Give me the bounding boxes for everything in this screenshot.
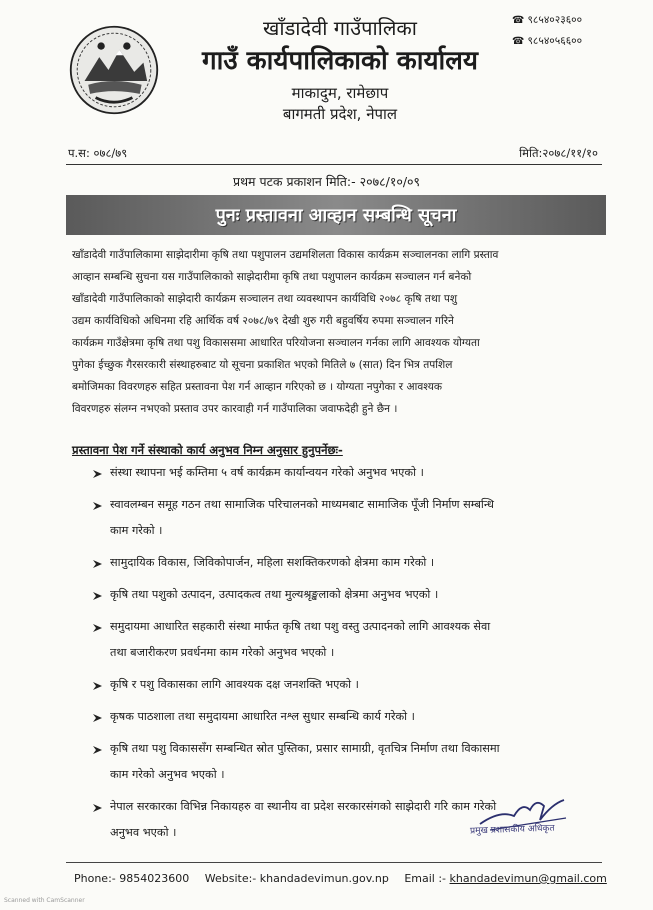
requirement-text: संस्था स्थापना भई कम्तिमा ५ वर्ष कार्यक्रम कार्यान्वयन गरेको अनुभव भएको । <box>110 466 424 479</box>
arrow-bullet-icon <box>92 623 103 633</box>
body-line: बमोजिमका विवरणहरु सहित प्रस्तावना पेश गर्न आव्हान गरिएको छ । योग्यता नपुगेका र आवश्यक <box>72 381 442 393</box>
body-line: विवरणहरु संलग्न नभएको प्रस्ताव उपर कारवाही गर्न गाउँपालिका जवाफदेही हुने छैन । <box>72 403 398 415</box>
requirement-item <box>90 460 610 486</box>
nepal-emblem-icon <box>68 24 160 116</box>
requirement-text: अनुभव भएको । <box>110 826 177 839</box>
requirements-title: प्रस्तावना पेश गर्ने संस्थाको कार्य अनुभव निम्न अनुसार हुनुपर्नेछः- <box>72 443 343 457</box>
requirement-text: कृषि तथा पशुको उत्पादन, उत्पादकत्व तथा मुल्यश्रृङ्खलाको क्षेत्रमा अनुभव भएको । <box>110 588 439 601</box>
reference-row <box>68 146 598 161</box>
phone-icon: ☎ <box>512 15 525 26</box>
scanner-watermark: Scanned with CamScanner <box>4 897 85 904</box>
notice-title: पुनः प्रस्तावना आव्हान सम्बन्धि सूचना <box>215 205 457 226</box>
requirement-item <box>90 614 610 666</box>
requirement-text: स्वावलम्बन समूह गठन तथा सामाजिक परिचालनको माध्यमबाट सामाजिक पूँजी निर्माण सम्बन्धि <box>110 498 494 511</box>
requirement-text: नेपाल सरकारका विभिन्न निकायहरु वा स्थानीय वा प्रदेश सरकारसंगको साझेदारी गरि काम गरेको <box>110 800 497 813</box>
requirement-text: सामुदायिक विकास, जिविकोपार्जन, महिला सशक्तिकरणको क्षेत्रमा काम गरेको । <box>110 556 435 569</box>
footer-divider <box>66 862 602 863</box>
body-line: पुगेका ईच्छुक गैरसरकारी संस्थाहरुबाट यो सूचना प्रकाशित भएको मितिले ७ (सात) दिन भित्र तपशिल <box>72 359 453 371</box>
letter-date: मिति:२०७८/११/१० <box>519 146 598 160</box>
arrow-bullet-icon <box>92 803 103 813</box>
arrow-bullet-icon <box>92 713 103 723</box>
arrow-bullet-icon <box>92 591 103 601</box>
phone-icon: ☎ <box>512 36 525 47</box>
body-line: खाँडादेवी गाउँपालिकामा साझेदारीमा कृषि तथा पशुपालन उद्यमशिलता विकास कार्यक्रम सञ्चालनका लागि प्रस्ताव <box>72 249 499 261</box>
phone-line <box>512 31 582 52</box>
body-line: कार्यक्रम गाउँक्षेत्रमा कृषि तथा पशु विकाससमा आधारित परियोजना सञ्चालन गर्नका लागि आवश्यक योग्यता <box>72 337 480 349</box>
footer-email-label: Email :- <box>404 872 447 885</box>
letterhead <box>170 14 510 124</box>
arrow-bullet-icon <box>92 745 103 755</box>
footer <box>74 872 607 885</box>
requirement-item <box>90 704 610 730</box>
first-publication-date: प्रथम पटक प्रकाशन मिति:- २०७८/१०/०९ <box>232 174 421 189</box>
municipality-name: खाँडादेवी गाउँपालिका <box>263 16 417 40</box>
footer-email[interactable]: khandadevimun@gmail.com <box>449 872 607 885</box>
requirement-item <box>90 582 610 608</box>
arrow-bullet-icon <box>92 559 103 569</box>
requirement-text: काम गरेको अनुभव भएको । <box>110 768 225 781</box>
requirement-item <box>90 672 610 698</box>
requirement-text: समुदायमा आधारित सहकारी संस्था मार्फत कृषि तथा पशु वस्तु उत्पादनको लागि आवश्यक सेवा <box>110 620 491 633</box>
office-address: माकादुम, रामेछाप <box>291 84 389 102</box>
requirement-text: कृषक पाठशाला तथा समुदायमा आधारित नश्ल सुधार सम्बन्धि कार्य गरेको । <box>110 710 415 723</box>
requirement-text: तथा बजारीकरण प्रवर्धनमा काम गरेको अनुभव भएको । <box>110 646 335 659</box>
signatory-title: प्रमुख प्रशासकीय अधिकृत <box>469 823 555 837</box>
office-province: बागमती प्रदेश, नेपाल <box>282 105 398 123</box>
body-line: उद्यम कार्यविधिको अधिनमा रहि आर्थिक वर्ष २०७८/७९ देखी शुरु गरी बहुवर्षिय रुपमा सञ्चालन गरिने <box>72 315 454 327</box>
requirement-text: काम गरेको । <box>110 524 163 537</box>
notice-title-banner <box>66 195 606 235</box>
body-line: खाँडादेवी गाउँपालिकाको साझेदारी कार्यक्रम सञ्चालन तथा व्यवस्थापन कार्यविधि २०७८ कृषि तथा पशु <box>72 293 458 305</box>
arrow-bullet-icon <box>92 681 103 691</box>
footer-website[interactable]: Website:- khandadevimun.gov.np <box>204 872 389 885</box>
requirement-text: कृषि र पशु विकासका लागि आवश्यक दक्ष जनशक्ति भएको । <box>110 678 359 691</box>
letter-number: प.स: ०७८/७९ <box>68 146 128 160</box>
requirement-item <box>90 492 610 544</box>
arrow-bullet-icon <box>92 469 103 479</box>
requirement-text: कृषि तथा पशु विकाससँग सम्बन्धित स्रोत पुस्तिका, प्रसार सामाग्री, वृतचित्र निर्माण तथा विकासमा <box>110 742 500 755</box>
phone-number: ९८५४०२३६०० <box>527 14 583 26</box>
phone-numbers <box>512 10 582 52</box>
phone-number: ९८५४०५६६०० <box>527 35 583 47</box>
footer-phone: Phone:- 9854023600 <box>74 872 190 885</box>
requirement-item <box>90 550 610 576</box>
body-line: आव्हान सम्बन्धि सुचना यस गाउँपालिकाको साझेदारीमा कृषि तथा पशुपालन कार्यक्रम सञ्चालन गर्न बनेको <box>72 271 472 283</box>
arrow-bullet-icon <box>92 501 103 511</box>
office-name: गाउँ कार्यपालिकाको कार्यालय <box>202 46 478 76</box>
notice-body <box>72 244 608 420</box>
header-divider <box>66 164 602 165</box>
phone-line <box>512 10 582 31</box>
